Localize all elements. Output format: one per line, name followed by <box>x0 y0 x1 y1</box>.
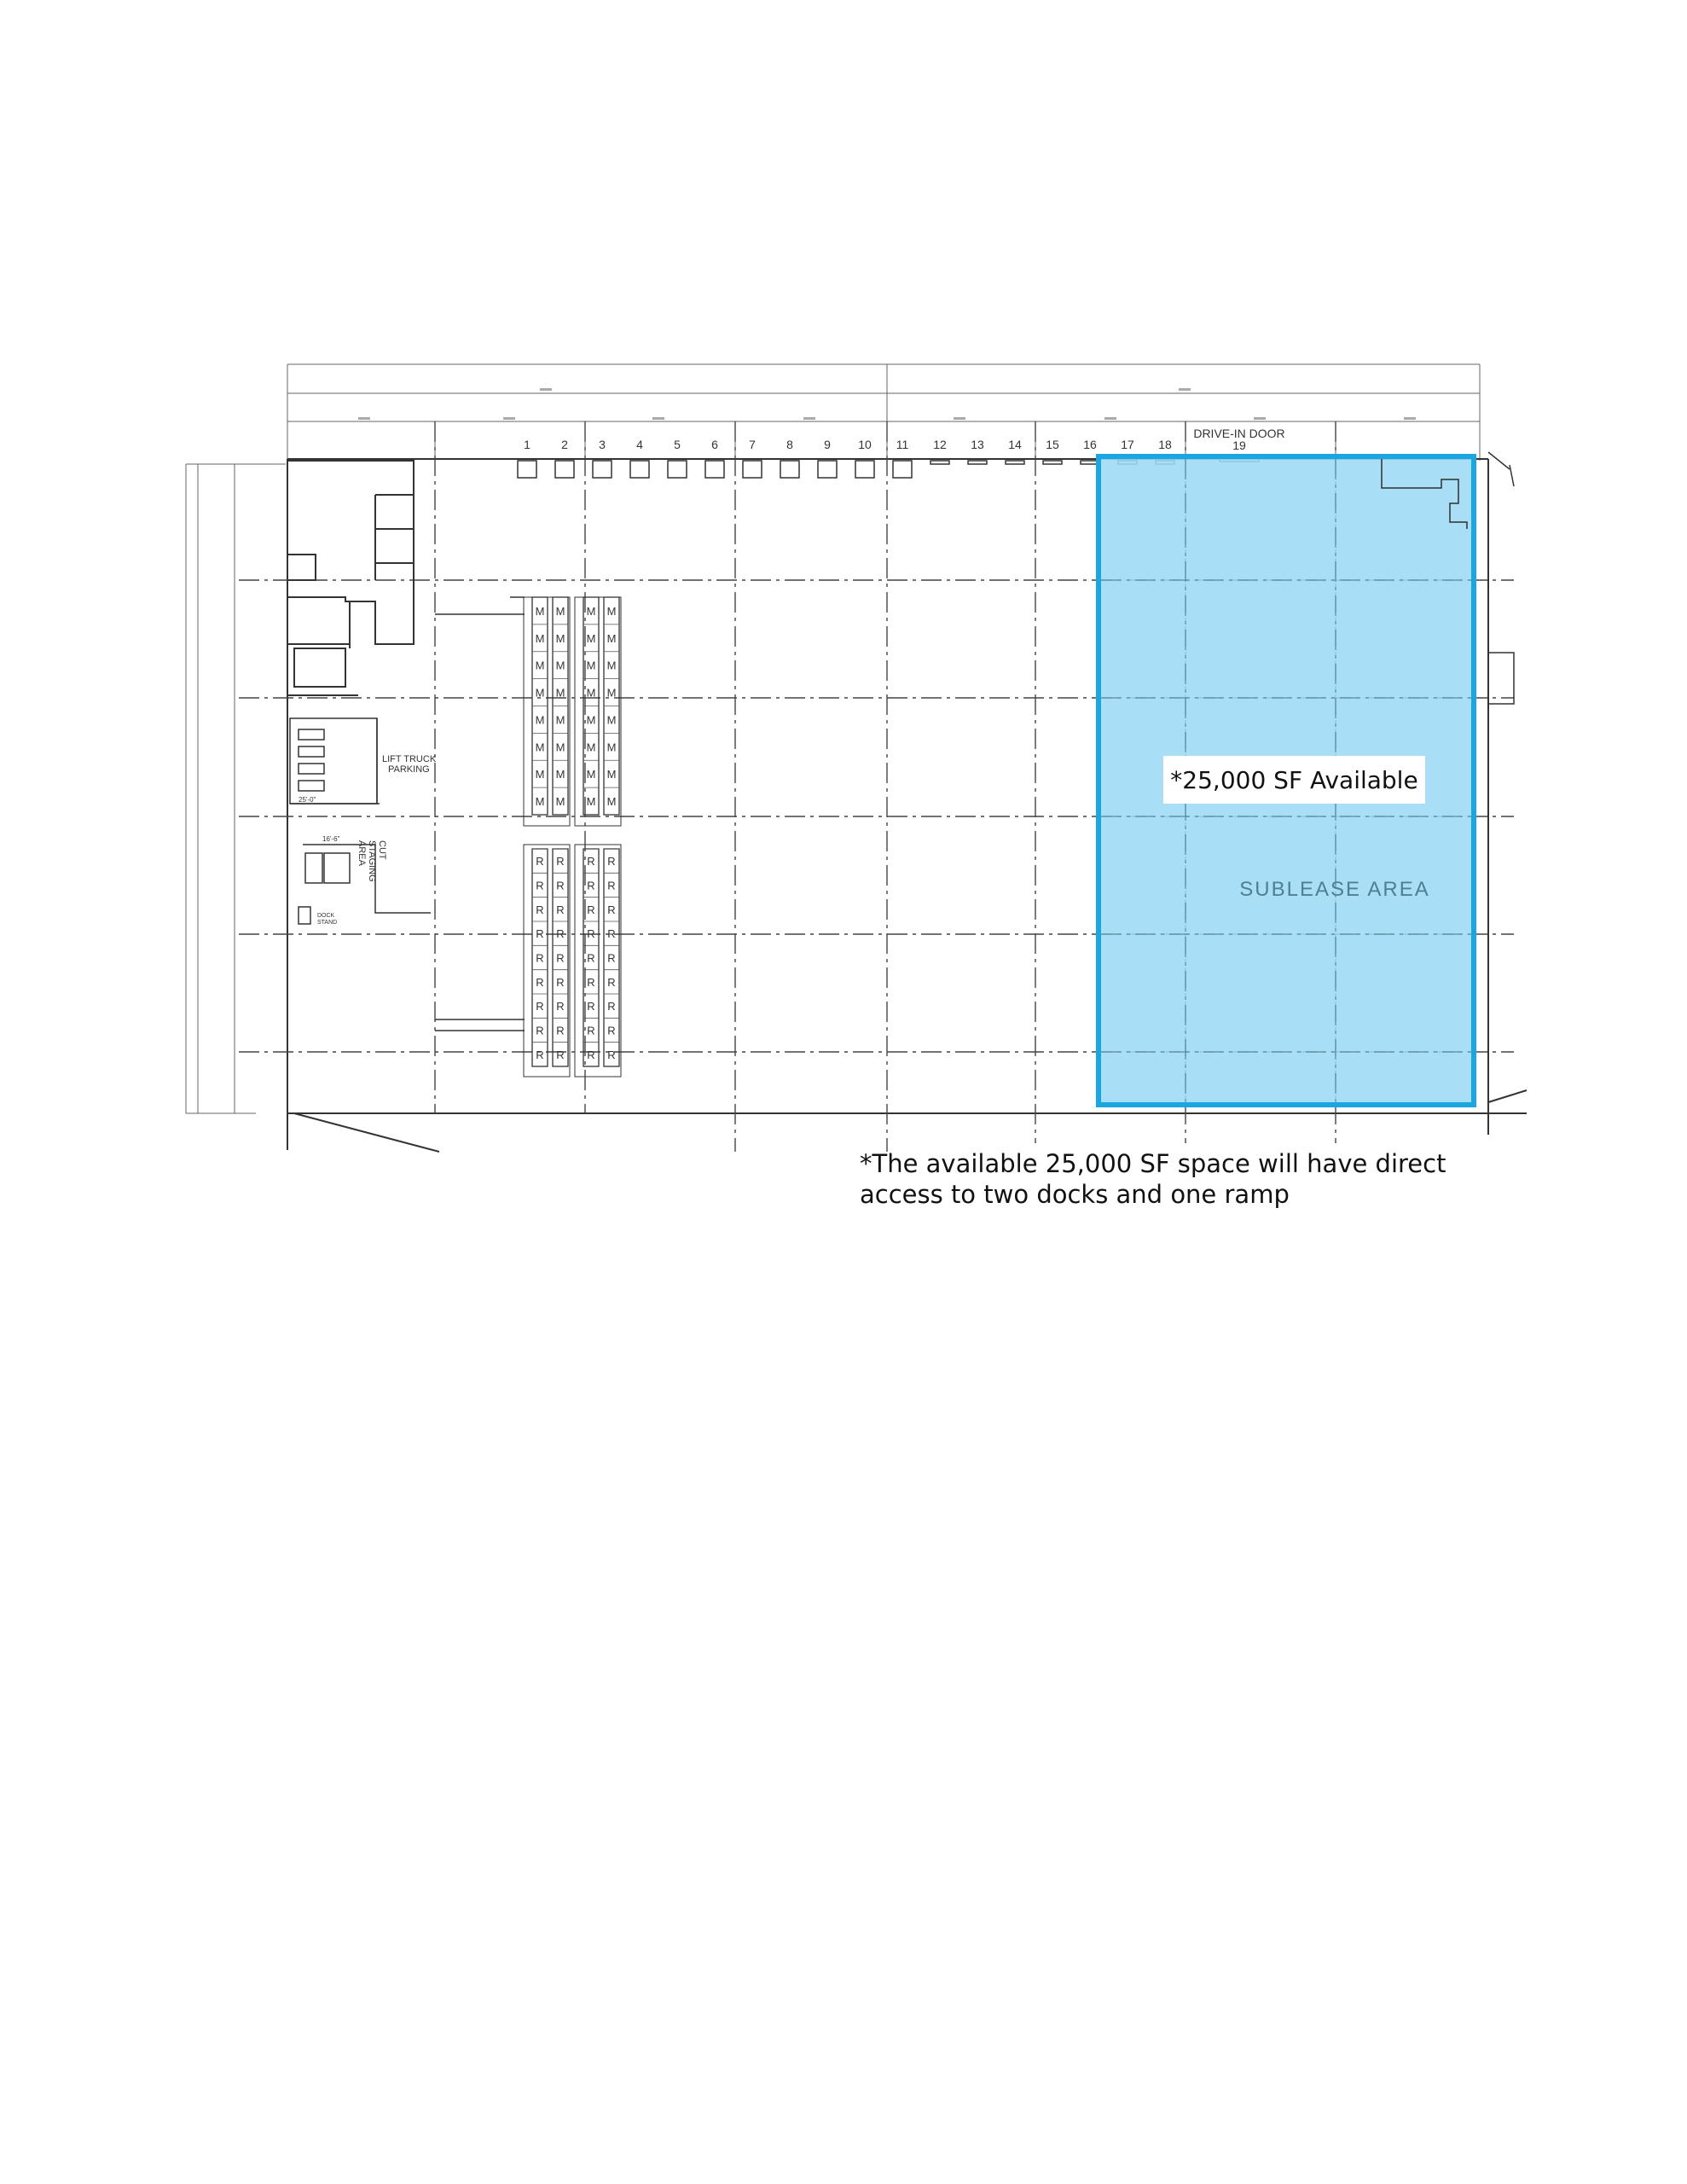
rack-marker: M <box>586 686 596 700</box>
rack-marker: R <box>607 879 616 892</box>
rack-marker: R <box>536 951 544 965</box>
rack-marker: R <box>607 855 616 868</box>
rack-marker: M <box>555 604 565 618</box>
rack-marker: M <box>535 768 545 781</box>
rack-marker: M <box>555 631 565 645</box>
rack-marker: M <box>586 713 596 727</box>
rack-marker: R <box>587 975 595 989</box>
dock-door-number: 7 <box>749 438 756 451</box>
rack-marker: M <box>535 741 545 754</box>
rack-marker: M <box>535 604 545 618</box>
dock-door-number: 9 <box>824 438 831 451</box>
rack-marker: M <box>535 713 545 727</box>
dock-door <box>1006 461 1024 464</box>
dock-door-number: 15 <box>1046 438 1059 451</box>
dock-door-number: 2 <box>561 438 568 451</box>
rack-marker: M <box>586 795 596 809</box>
dock-door-number: 8 <box>786 438 793 451</box>
rack-marker: M <box>606 604 617 618</box>
dock-door <box>893 461 912 478</box>
footnote-line-2: access to two docks and one ramp <box>860 1180 1290 1209</box>
rack-marker: R <box>556 855 565 868</box>
rack-marker: M <box>586 604 596 618</box>
rack-marker: M <box>555 659 565 672</box>
rack-marker: M <box>555 768 565 781</box>
cut-staging-label-2: STAGING <box>367 840 377 882</box>
rack-marker: R <box>556 903 565 916</box>
rack-marker: M <box>555 713 565 727</box>
dock-door <box>780 461 799 478</box>
rack-marker: R <box>587 879 595 892</box>
rack-marker: M <box>606 686 617 700</box>
rack-marker: M <box>535 659 545 672</box>
rack-marker: R <box>587 903 595 916</box>
dock-door-number: 4 <box>636 438 643 451</box>
rack-marker: M <box>606 795 617 809</box>
rack-marker: R <box>556 927 565 941</box>
dock-door <box>518 461 536 478</box>
rack-marker: M <box>606 768 617 781</box>
dock-door <box>818 461 837 478</box>
available-space-text: *25,000 SF Available <box>1170 765 1418 794</box>
rack-marker: R <box>536 903 544 916</box>
dock-door-number: 1 <box>524 438 530 451</box>
sublease-area-label: SUBLEASE AREA <box>1239 878 1430 901</box>
rack-marker: M <box>535 631 545 645</box>
rack-marker: R <box>536 975 544 989</box>
dock-door-number: 12 <box>933 438 947 451</box>
rack-marker: R <box>536 1048 544 1061</box>
dock-door <box>668 461 687 478</box>
rack-marker: M <box>606 631 617 645</box>
dock-door-number: 14 <box>1008 438 1022 451</box>
rack-marker: R <box>607 927 616 941</box>
dock-door-number: 3 <box>599 438 606 451</box>
rack-marker: M <box>606 713 617 727</box>
dim-16ft: 16'-6" <box>322 835 340 843</box>
dock-door <box>555 461 574 478</box>
rack-marker: R <box>556 975 565 989</box>
dock-door <box>968 461 987 464</box>
aisle-lines <box>435 597 525 1031</box>
dock-door-number: 16 <box>1083 438 1097 451</box>
rack-marker: R <box>587 855 595 868</box>
rack-marker: R <box>607 903 616 916</box>
rack-marker: R <box>556 879 565 892</box>
dock-door <box>1043 461 1062 464</box>
rack-marker: R <box>556 951 565 965</box>
dock-stand-label-2: STAND <box>317 920 338 926</box>
rack-marker: R <box>587 951 595 965</box>
lift-truck-label-1: LIFT TRUCK <box>382 754 437 764</box>
rack-marker: M <box>606 741 617 754</box>
rack-marker: R <box>607 1048 616 1061</box>
rack-marker: R <box>536 879 544 892</box>
rack-marker: M <box>555 741 565 754</box>
rack-marker: R <box>536 1024 544 1037</box>
rack-marker: M <box>586 631 596 645</box>
rack-marker: M <box>535 795 545 809</box>
rack-marker: R <box>587 1024 595 1037</box>
rack-marker: R <box>607 1000 616 1014</box>
dock-door-number: 13 <box>971 438 984 451</box>
drive-in-door-number: 19 <box>1232 439 1246 452</box>
dock-door <box>705 461 724 478</box>
rack-marker: R <box>556 1048 565 1061</box>
rack-marker: R <box>536 1000 544 1014</box>
available-space-callout <box>1163 756 1425 804</box>
dock-door-number: 6 <box>711 438 718 451</box>
dock-door <box>930 461 949 464</box>
lift-truck-label-2: PARKING <box>388 764 430 775</box>
storage-racks <box>524 597 621 1077</box>
lift-truck-labels <box>299 754 437 804</box>
dock-door-number: 17 <box>1121 438 1134 451</box>
rack-marker: R <box>536 927 544 941</box>
cut-staging-labels <box>317 835 387 926</box>
footnote <box>860 1148 1508 1210</box>
rack-marker: R <box>556 1000 565 1014</box>
rack-marker: R <box>556 1024 565 1037</box>
cut-staging-label-3: AREA <box>357 840 367 866</box>
dock-door <box>743 461 762 478</box>
rack-marker: M <box>535 686 545 700</box>
dock-door-number: 5 <box>674 438 681 451</box>
office-area <box>287 461 414 695</box>
rack-marker: M <box>586 741 596 754</box>
drive-in-door-label: DRIVE-IN DOOR <box>1193 427 1285 440</box>
dock-door-number: 18 <box>1158 438 1172 451</box>
rack-marker: R <box>607 951 616 965</box>
rack-marker: R <box>587 927 595 941</box>
dim-25ft: 25'-0" <box>299 796 316 804</box>
dock-door <box>593 461 612 478</box>
rack-marker: R <box>607 975 616 989</box>
rack-marker: M <box>586 659 596 672</box>
dock-door <box>855 461 874 478</box>
rack-marker: R <box>607 1024 616 1037</box>
cut-staging-label-1: CUT <box>377 840 387 860</box>
footnote-line-1: *The available 25,000 SF space will have direct <box>860 1149 1446 1178</box>
rack-marker: R <box>536 855 544 868</box>
dock-door-number: 11 <box>896 438 909 451</box>
lift-truck-parking <box>290 718 380 804</box>
dock-door-number: 10 <box>858 438 872 451</box>
rack-marker: M <box>606 659 617 672</box>
rack-marker: M <box>555 686 565 700</box>
rack-marker: M <box>555 795 565 809</box>
rack-marker: M <box>586 768 596 781</box>
rack-marker: R <box>587 1000 595 1014</box>
dock-stand-label-1: DOCK <box>317 913 335 919</box>
rack-marker: R <box>587 1048 595 1061</box>
dock-door <box>630 461 649 478</box>
